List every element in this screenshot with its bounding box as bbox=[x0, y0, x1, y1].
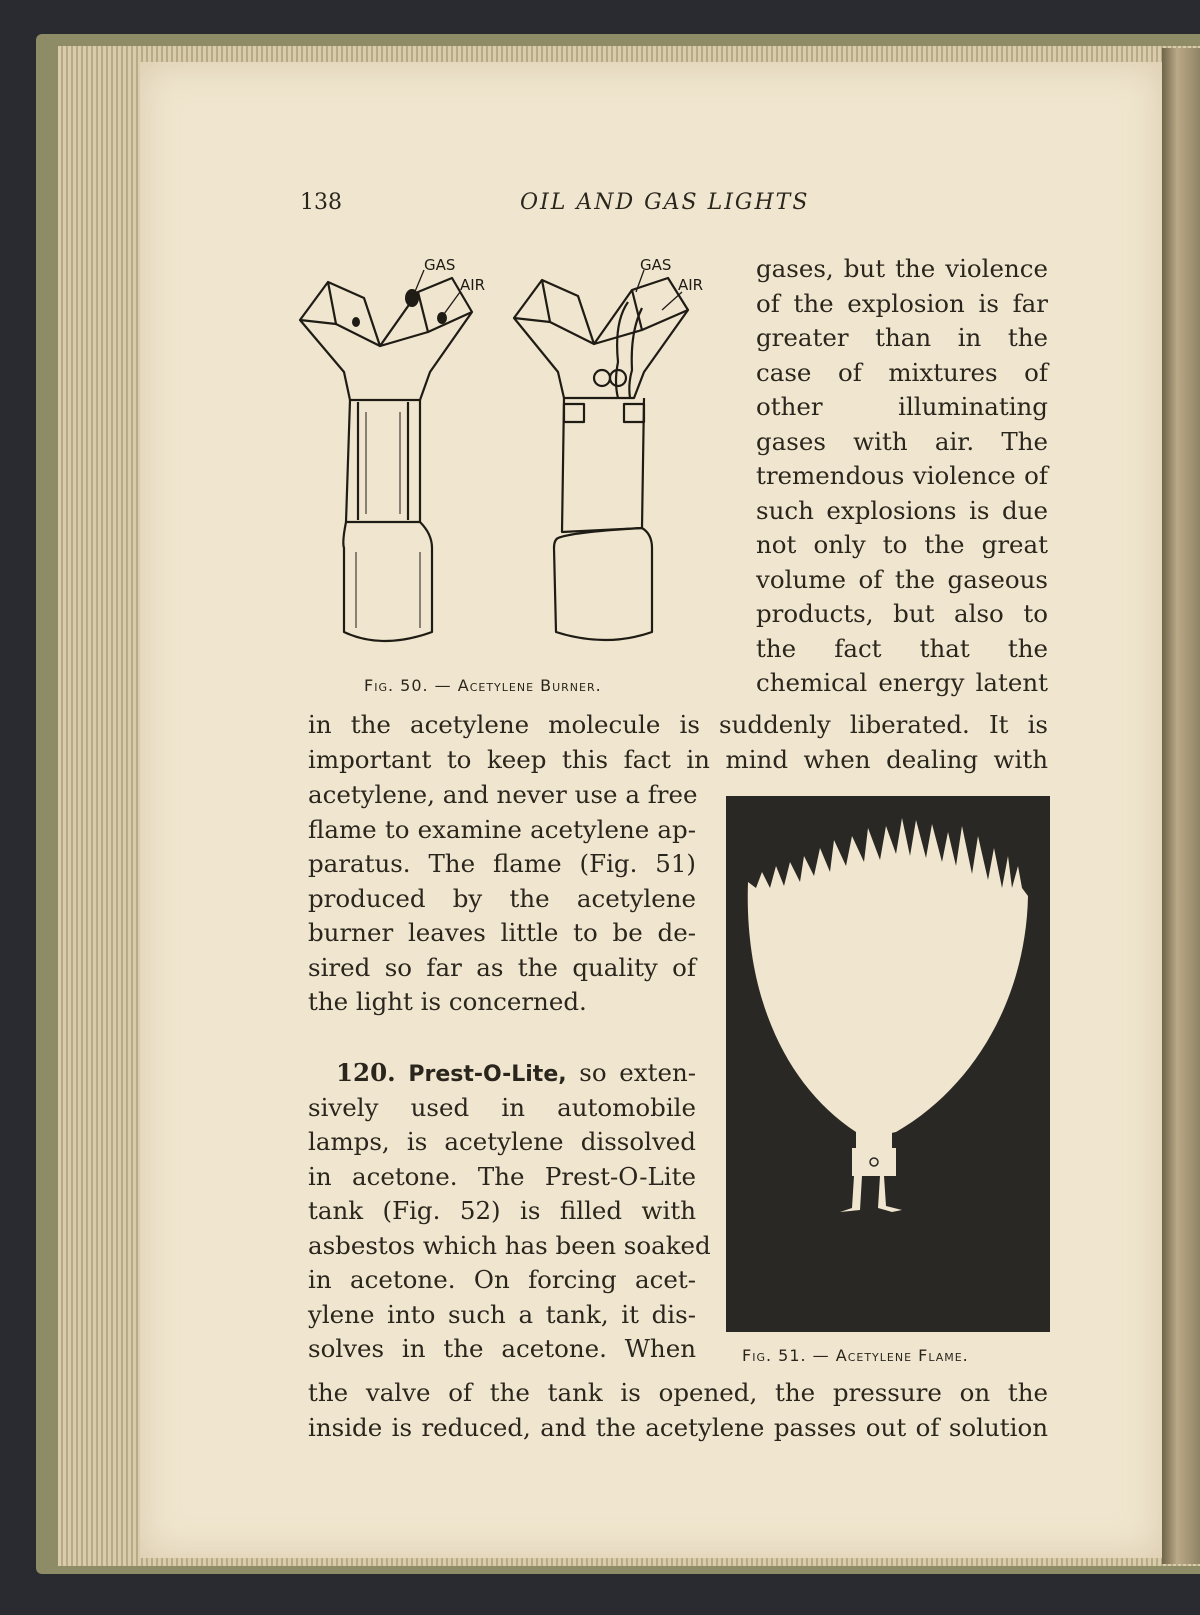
section-number: 120. bbox=[336, 1058, 396, 1087]
running-title: OIL AND GAS LIGHTS bbox=[520, 190, 810, 215]
text-line: the fact that the bbox=[756, 633, 1048, 663]
text-line: solves in the acetone. When bbox=[308, 1334, 696, 1363]
page-header bbox=[300, 190, 1060, 224]
text-line: not only to the great bbox=[756, 530, 1048, 559]
text-line: in acetone. The Prest-O-Lite bbox=[308, 1161, 696, 1191]
text-line: case of mixtures of bbox=[756, 357, 1048, 387]
fig50-gas-label-right: GAS bbox=[640, 256, 672, 274]
fig50-gas-label-left: GAS bbox=[424, 256, 456, 274]
text-line: products, but also to bbox=[756, 599, 1048, 628]
text-full-width-1 bbox=[308, 708, 1048, 777]
text-line: tremendous violence of bbox=[756, 461, 1048, 490]
page-number: 138 bbox=[300, 190, 342, 215]
text-line: in the acetylene molecule is suddenly liberated. It is bbox=[308, 710, 1048, 739]
text-line: tank (Fig. 52) is filled with bbox=[308, 1196, 696, 1225]
fig50-air-label-left: AIR bbox=[460, 276, 486, 294]
fig50-air-label-right: AIR bbox=[678, 276, 704, 294]
text-line: ylene into such a tank, it dis- bbox=[308, 1299, 696, 1329]
text-line: burner leaves little to be de- bbox=[308, 918, 696, 947]
text-line: acetylene, and never use a free bbox=[308, 780, 698, 809]
text-line: volume of the gaseous bbox=[756, 564, 1048, 594]
text-line: produced by the acetylene bbox=[308, 883, 696, 913]
text-line: paratus. The flame (Fig. 51) bbox=[308, 849, 696, 878]
figure-50-caption: Fig. 50. — Acetylene Burner. bbox=[364, 676, 602, 695]
text-line: gases with air. The bbox=[756, 426, 1048, 456]
text-line: sired so far as the quality of bbox=[308, 952, 696, 982]
text-line: in acetone. On forcing acet- bbox=[308, 1265, 696, 1294]
text-line: other illuminating bbox=[756, 392, 1048, 421]
section-120 bbox=[308, 1056, 711, 1367]
text-line: flame to examine acetylene ap- bbox=[308, 814, 696, 844]
text-column-left-1 bbox=[308, 778, 696, 1020]
text-line: important to keep this fact in mind when dealing with bbox=[308, 744, 1048, 774]
text-line: of the explosion is far bbox=[756, 288, 1048, 318]
text-line: sively used in automobile bbox=[308, 1092, 696, 1122]
figure-50-acetylene-burner bbox=[296, 252, 736, 672]
text-line: chemical energy latent bbox=[756, 668, 1048, 697]
text-line: inside is reduced, and the acetylene passes out of solution bbox=[308, 1412, 1048, 1442]
text-line: the valve of the tank is opened, the pressure on the bbox=[308, 1378, 1048, 1407]
section-title: Prest-O-Lite, bbox=[408, 1062, 567, 1087]
text-full-width-2 bbox=[308, 1376, 1048, 1445]
section-first-line-rest: so exten- bbox=[579, 1058, 696, 1087]
text-line: such explosions is due bbox=[756, 495, 1048, 525]
text-line: asbestos which has been soaked bbox=[308, 1230, 711, 1260]
book-gutter bbox=[1162, 48, 1200, 1564]
section-first-line bbox=[308, 1056, 696, 1091]
text-line: the light is concerned. bbox=[308, 987, 587, 1016]
figure-51-caption: Fig. 51. — Acetylene Flame. bbox=[742, 1346, 969, 1365]
text-line: gases, but the violence bbox=[756, 254, 1048, 283]
text-line: lamps, is acetylene dissolved bbox=[308, 1127, 696, 1156]
figure-51-acetylene-flame bbox=[726, 796, 1050, 1332]
text-column-top bbox=[756, 252, 1048, 701]
text-line: greater than in the bbox=[756, 323, 1048, 352]
